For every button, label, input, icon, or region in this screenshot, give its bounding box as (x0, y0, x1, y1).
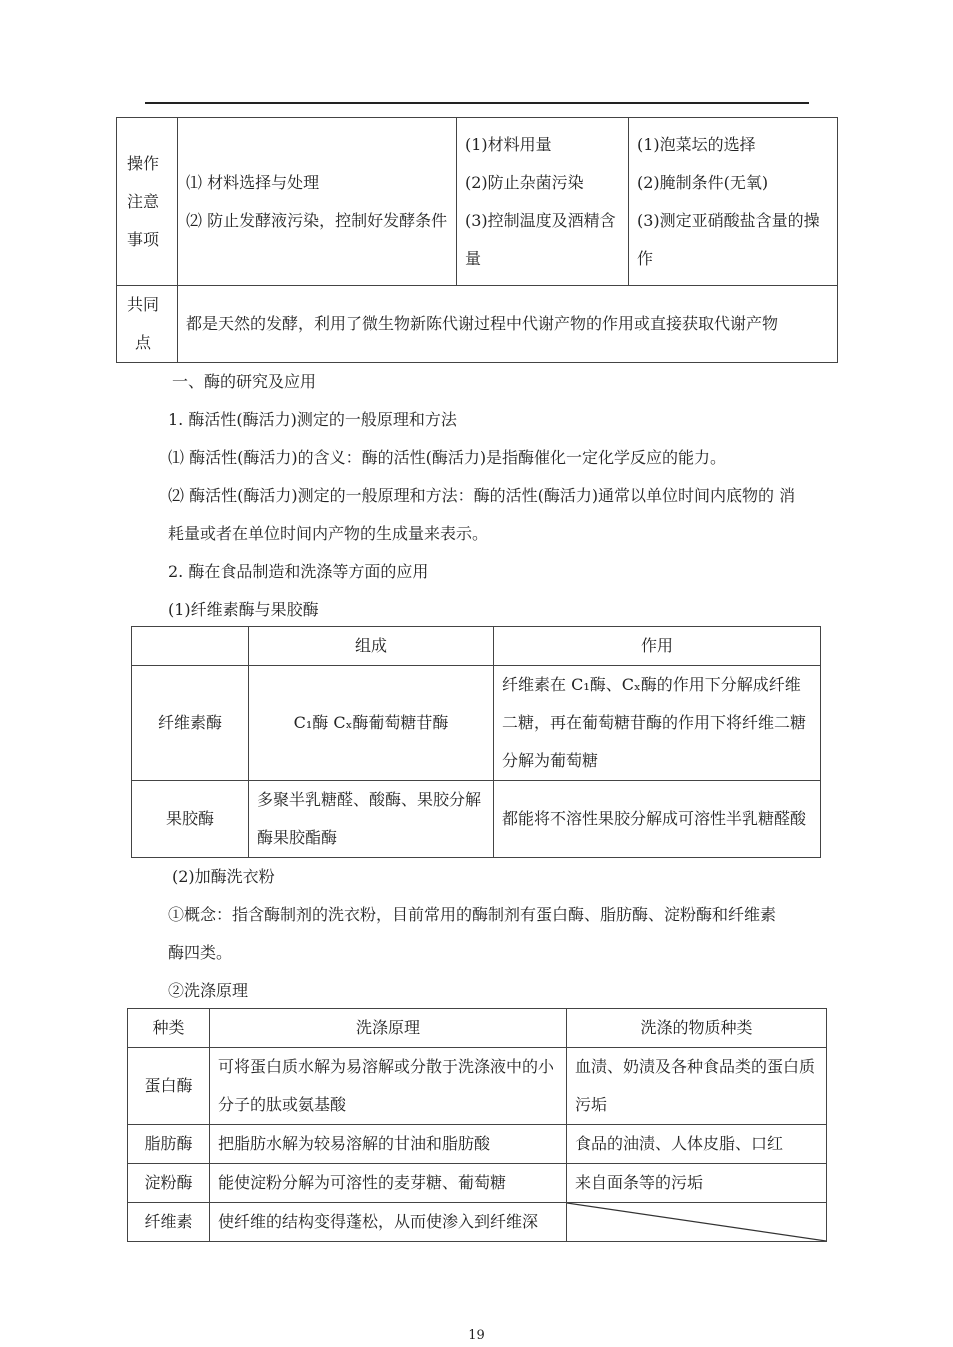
item1-para2b: 耗量或者在单位时间内产物的生成量来表示。 (168, 524, 489, 543)
notes-col3 (629, 118, 838, 286)
enzyme-function: 都能将不溶性果胶分解成可溶性半乳糖醛酸 (494, 781, 821, 858)
wash-kind: 纤维素 (128, 1203, 210, 1242)
notes-col3-line1: (1)泡菜坛的选择 (637, 134, 756, 154)
concept-line2: 酶四类。 (168, 943, 233, 962)
enzyme-function: 纤维素在 C₁酶、Cₓ酶的作用下分解成纤维二糖，再在葡萄糖苷酶的作用下将纤维二糖分解为葡萄糖 (494, 666, 821, 781)
page-number: 19 (468, 1328, 485, 1343)
common-text: 都是天然的发酵，利用了微生物新陈代谢过程中代谢产物的作用或直接获取代谢产物 (178, 286, 838, 363)
wash-principle: 使纤维的结构变得蓬松，从而使渗入到纤维深 (210, 1203, 567, 1242)
row-header-common-text: 共同点 (126, 295, 159, 352)
enzyme-composition: 多聚半乳糖醛、酸酶、果胶分解酶果胶酯酶 (249, 781, 494, 858)
item1-title: 1. 酶活性(酶活力)测定的一般原理和方法 (168, 410, 457, 429)
enzyme-header-function: 作用 (494, 627, 821, 666)
diagonal-line (567, 1203, 826, 1241)
wash-header-principle: 洗涤原理 (210, 1009, 567, 1048)
wash-header-substance: 洗涤的物质种类 (567, 1009, 827, 1048)
item2-title: 2. 酶在食品制造和洗涤等方面的应用 (168, 562, 429, 581)
enzyme-header-blank (132, 627, 249, 666)
row-header-notes (117, 118, 178, 286)
wash-substance: 来自面条等的污垢 (567, 1164, 827, 1203)
enzyme-table (131, 626, 821, 858)
notes-col2 (457, 118, 629, 286)
wash-kind: 淀粉酶 (128, 1164, 210, 1203)
diagonal-empty-cell (567, 1203, 827, 1242)
comparison-table (116, 117, 838, 363)
wash-kind: 蛋白酶 (128, 1048, 210, 1125)
sub2-title: (2)加酶洗衣粉 (172, 867, 275, 886)
wash-principle: 能使淀粉分解为可溶性的麦芽糖、葡萄糖 (210, 1164, 567, 1203)
enzyme-name: 果胶酶 (132, 781, 249, 858)
enzyme-name: 纤维素酶 (132, 666, 249, 781)
notes-col1-line2: ⑵ 防止发酵液污染，控制好发酵条件 (186, 210, 448, 230)
notes-col2-line2: (2)防止杂菌污染 (465, 172, 584, 192)
principle-title: ②洗涤原理 (168, 981, 249, 1000)
header-rule (145, 102, 809, 104)
sub1-title: (1)纤维素酶与果胶酶 (168, 600, 319, 619)
wash-principle: 可将蛋白质水解为易溶解或分散于洗涤液中的小分子的肽或氨基酸 (210, 1048, 567, 1125)
section-title: 一、酶的研究及应用 (172, 372, 317, 391)
wash-header-kind: 种类 (128, 1009, 210, 1048)
notes-col2-line3: (3)控制温度及酒精含量 (465, 210, 616, 268)
notes-col3-line3: (3)测定亚硝酸盐含量的操作 (637, 210, 820, 268)
notes-col1 (178, 118, 457, 286)
wash-substance: 食品的油渍、人体皮脂、口红 (567, 1125, 827, 1164)
item1-para1: ⑴ 酶活性(酶活力)的含义：酶的活性(酶活力)是指酶催化一定化学反应的能力。 (168, 448, 727, 467)
notes-col1-line1: ⑴ 材料选择与处理 (186, 172, 320, 192)
wash-substance: 血渍、奶渍及各种食品类的蛋白质污垢 (567, 1048, 827, 1125)
row-header-common (117, 286, 178, 363)
item1-para2a: ⑵ 酶活性(酶活力)测定的一般原理和方法：酶的活性(酶活力)通常以单位时间内底物的 消 (168, 486, 796, 505)
wash-principle: 把脂肪水解为较易溶解的甘油和脂肪酸 (210, 1125, 567, 1164)
concept-line1: ①概念：指含酶制剂的洗衣粉，目前常用的酶制剂有蛋白酶、脂肪酶、淀粉酶和纤维素 (168, 905, 777, 924)
enzyme-composition: C₁酶 Cₓ酶葡萄糖苷酶 (249, 666, 494, 781)
enzyme-header-composition: 组成 (249, 627, 494, 666)
notes-col3-line2: (2)腌制条件(无氧) (637, 172, 769, 192)
row-header-notes-text: 操作注意事项 (126, 153, 159, 249)
washing-table (127, 1008, 827, 1242)
wash-kind: 脂肪酶 (128, 1125, 210, 1164)
notes-col2-line1: (1)材料用量 (465, 134, 552, 154)
